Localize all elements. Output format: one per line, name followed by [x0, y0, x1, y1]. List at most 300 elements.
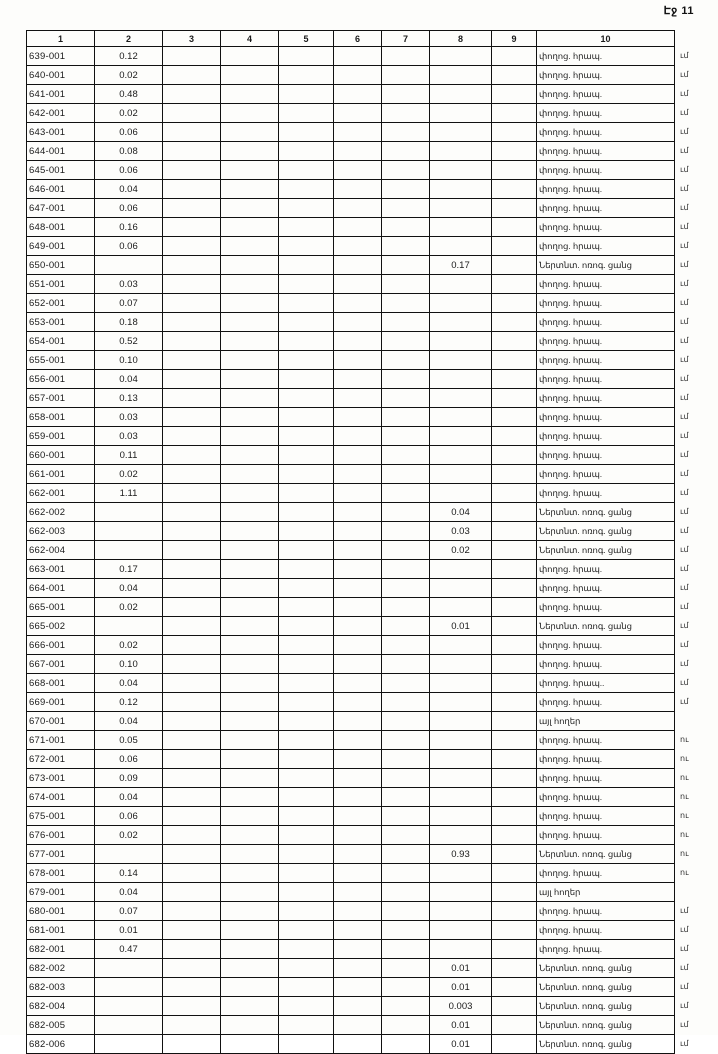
cell-value-8 [430, 864, 492, 883]
margin-note [678, 711, 714, 730]
cell-land-type: այլ հողեր [537, 712, 675, 731]
cell-value-9 [492, 693, 537, 712]
cell-value-8 [430, 294, 492, 313]
table-row [27, 655, 675, 674]
cell-value-9 [492, 123, 537, 142]
cell-value-9 [492, 1035, 537, 1054]
cell-value-7 [382, 1016, 430, 1035]
cell-value-4 [221, 237, 279, 256]
table-row [27, 142, 675, 161]
cell-value-8 [430, 598, 492, 617]
cell-value-8 [430, 579, 492, 598]
cell-value-3 [163, 997, 221, 1016]
cell-land-type: փողոց. հրապ. [537, 655, 675, 674]
cell-value-7 [382, 864, 430, 883]
cell-value-2 [95, 1016, 163, 1035]
cell-value-7 [382, 503, 430, 522]
cell-value-5 [279, 598, 334, 617]
cell-value-6 [334, 332, 382, 351]
cell-value-5 [279, 446, 334, 465]
cell-value-6 [334, 864, 382, 883]
table-row [27, 978, 675, 997]
cell-value-7 [382, 218, 430, 237]
cell-parcel-code: 677-001 [27, 845, 95, 864]
cell-value-9 [492, 85, 537, 104]
cell-value-2: 0.04 [95, 788, 163, 807]
cell-value-4 [221, 997, 279, 1016]
cell-value-8 [430, 66, 492, 85]
cell-value-6 [334, 104, 382, 123]
cell-parcel-code: 668-001 [27, 674, 95, 693]
cell-value-8 [430, 560, 492, 579]
cell-value-2 [95, 1035, 163, 1054]
cell-value-6 [334, 959, 382, 978]
cell-land-type: Ներտնտ. ոռոգ. ցանց [537, 256, 675, 275]
column-header-5: 5 [279, 31, 334, 47]
cell-parcel-code: 647-001 [27, 199, 95, 218]
cell-value-2: 0.02 [95, 598, 163, 617]
cell-value-3 [163, 294, 221, 313]
cell-value-6 [334, 389, 382, 408]
margin-note: ւմ [680, 621, 689, 630]
cell-value-8 [430, 674, 492, 693]
cell-value-3 [163, 180, 221, 199]
cell-value-8 [430, 636, 492, 655]
table-row [27, 123, 675, 142]
cell-parcel-code: 680-001 [27, 902, 95, 921]
column-header-9: 9 [492, 31, 537, 47]
cell-value-4 [221, 123, 279, 142]
cell-parcel-code: 678-001 [27, 864, 95, 883]
cell-parcel-code: 659-001 [27, 427, 95, 446]
cell-value-7 [382, 1035, 430, 1054]
cell-value-4 [221, 199, 279, 218]
cell-value-5 [279, 161, 334, 180]
cell-value-5 [279, 256, 334, 275]
cell-value-3 [163, 142, 221, 161]
cell-value-3 [163, 199, 221, 218]
table-row [27, 769, 675, 788]
margin-note: ւմ [680, 545, 689, 554]
cell-value-7 [382, 142, 430, 161]
cell-value-8 [430, 237, 492, 256]
cell-value-4 [221, 788, 279, 807]
margin-note: ու [680, 868, 689, 877]
cell-value-2: 0.04 [95, 579, 163, 598]
cell-value-8 [430, 332, 492, 351]
cell-value-7 [382, 446, 430, 465]
table-row [27, 940, 675, 959]
cell-value-9 [492, 560, 537, 579]
cell-value-6 [334, 66, 382, 85]
cell-value-8 [430, 940, 492, 959]
cell-value-4 [221, 294, 279, 313]
cell-parcel-code: 671-001 [27, 731, 95, 750]
margin-note: ւմ [680, 89, 689, 98]
cell-land-type: փողոց. հրապ. [537, 446, 675, 465]
cell-value-3 [163, 579, 221, 598]
cell-value-4 [221, 712, 279, 731]
cell-value-2: 1.11 [95, 484, 163, 503]
table-row [27, 161, 675, 180]
cell-value-9 [492, 883, 537, 902]
margin-note: ւմ [680, 1039, 689, 1048]
cell-value-6 [334, 465, 382, 484]
cell-value-4 [221, 47, 279, 66]
cell-value-3 [163, 788, 221, 807]
cell-value-2: 0.47 [95, 940, 163, 959]
cell-value-8 [430, 731, 492, 750]
cell-value-7 [382, 845, 430, 864]
cell-value-6 [334, 294, 382, 313]
cell-value-9 [492, 655, 537, 674]
table-row [27, 1035, 675, 1054]
cell-value-2 [95, 256, 163, 275]
cell-parcel-code: 682-002 [27, 959, 95, 978]
cell-land-type: փողոց. հրապ. [537, 598, 675, 617]
cell-value-5 [279, 541, 334, 560]
cell-value-8 [430, 769, 492, 788]
cell-value-3 [163, 465, 221, 484]
column-header-7: 7 [382, 31, 430, 47]
cell-value-4 [221, 655, 279, 674]
cell-value-3 [163, 66, 221, 85]
cell-value-6 [334, 978, 382, 997]
margin-note: ւմ [680, 70, 689, 79]
cell-value-4 [221, 256, 279, 275]
cell-parcel-code: 662-002 [27, 503, 95, 522]
cell-land-type: փողոց. հրապ. [537, 47, 675, 66]
cell-value-4 [221, 503, 279, 522]
cell-value-3 [163, 237, 221, 256]
cell-value-7 [382, 807, 430, 826]
table-row [27, 237, 675, 256]
cell-value-4 [221, 560, 279, 579]
cell-value-9 [492, 997, 537, 1016]
cell-value-8 [430, 902, 492, 921]
cell-value-6 [334, 769, 382, 788]
cell-land-type: փողոց. հրապ. [537, 218, 675, 237]
cell-value-9 [492, 218, 537, 237]
cell-value-9 [492, 522, 537, 541]
cell-value-4 [221, 1035, 279, 1054]
cell-value-9 [492, 674, 537, 693]
cell-value-4 [221, 902, 279, 921]
margin-note: ւմ [680, 127, 689, 136]
cell-value-7 [382, 66, 430, 85]
cell-value-4 [221, 845, 279, 864]
cell-value-3 [163, 807, 221, 826]
cell-value-7 [382, 389, 430, 408]
cell-value-3 [163, 427, 221, 446]
cell-value-3 [163, 978, 221, 997]
cell-value-8: 0.02 [430, 541, 492, 560]
cell-value-7 [382, 674, 430, 693]
table-row [27, 864, 675, 883]
cell-value-8 [430, 693, 492, 712]
cell-land-type: փողոց. հրապ. [537, 237, 675, 256]
cell-value-4 [221, 446, 279, 465]
cell-value-2 [95, 522, 163, 541]
cell-value-8: 0.01 [430, 1016, 492, 1035]
cell-value-7 [382, 617, 430, 636]
table-row [27, 389, 675, 408]
table-row [27, 902, 675, 921]
cell-value-2: 0.02 [95, 636, 163, 655]
cell-value-9 [492, 826, 537, 845]
cell-value-5 [279, 674, 334, 693]
cell-value-6 [334, 883, 382, 902]
cell-parcel-code: 653-001 [27, 313, 95, 332]
cell-value-3 [163, 313, 221, 332]
cell-value-2: 0.12 [95, 47, 163, 66]
cell-value-7 [382, 693, 430, 712]
table-row [27, 313, 675, 332]
margin-note: ւմ [680, 241, 689, 250]
table-row [27, 199, 675, 218]
cell-value-2: 0.18 [95, 313, 163, 332]
cell-value-3 [163, 541, 221, 560]
cell-land-type: փողոց. հրապ. [537, 427, 675, 446]
cell-value-9 [492, 940, 537, 959]
cell-value-8 [430, 826, 492, 845]
cell-value-2: 0.04 [95, 370, 163, 389]
margin-note: ւմ [680, 51, 689, 60]
cell-value-2: 0.10 [95, 655, 163, 674]
cell-value-2: 0.04 [95, 883, 163, 902]
cell-value-5 [279, 636, 334, 655]
cell-value-5 [279, 750, 334, 769]
cell-value-3 [163, 560, 221, 579]
table-row [27, 484, 675, 503]
cell-parcel-code: 639-001 [27, 47, 95, 66]
margin-note: ւմ [680, 450, 689, 459]
margin-note: ւմ [680, 184, 689, 193]
cell-value-2: 0.04 [95, 712, 163, 731]
cell-value-8 [430, 750, 492, 769]
cell-parcel-code: 650-001 [27, 256, 95, 275]
cell-value-3 [163, 826, 221, 845]
cell-value-6 [334, 693, 382, 712]
cell-value-6 [334, 541, 382, 560]
cell-value-7 [382, 332, 430, 351]
cell-value-5 [279, 218, 334, 237]
margin-note: ւմ [680, 317, 689, 326]
cell-parcel-code: 661-001 [27, 465, 95, 484]
table-row [27, 503, 675, 522]
cell-value-6 [334, 826, 382, 845]
column-header-4: 4 [221, 31, 279, 47]
cell-parcel-code: 676-001 [27, 826, 95, 845]
cell-value-4 [221, 826, 279, 845]
column-header-2: 2 [95, 31, 163, 47]
cell-value-3 [163, 712, 221, 731]
cell-parcel-code: 682-001 [27, 940, 95, 959]
cell-value-3 [163, 389, 221, 408]
cell-value-4 [221, 313, 279, 332]
column-header-10: 10 [537, 31, 675, 47]
cell-value-5 [279, 579, 334, 598]
cell-value-8 [430, 655, 492, 674]
cell-land-type: Ներտնտ. ոռոգ. ցանց [537, 959, 675, 978]
margin-note: ւմ [680, 564, 689, 573]
cell-value-3 [163, 85, 221, 104]
cell-value-5 [279, 997, 334, 1016]
cell-value-9 [492, 47, 537, 66]
cell-land-type: Ներտնտ. ոռոգ. ցանց [537, 1035, 675, 1054]
column-header-1: 1 [27, 31, 95, 47]
cell-value-5 [279, 199, 334, 218]
cell-value-6 [334, 674, 382, 693]
cell-land-type: փողոց. հրապ. [537, 465, 675, 484]
cell-value-5 [279, 522, 334, 541]
cell-land-type: փողոց. հրապ.. [537, 674, 675, 693]
cell-value-6 [334, 940, 382, 959]
cell-value-2 [95, 541, 163, 560]
table-row [27, 541, 675, 560]
cell-value-9 [492, 465, 537, 484]
cell-value-5 [279, 826, 334, 845]
table-row [27, 712, 675, 731]
cell-value-2: 0.11 [95, 446, 163, 465]
cell-value-4 [221, 617, 279, 636]
cell-value-6 [334, 427, 382, 446]
cell-land-type: Ներտնտ. ոռոգ. ցանց [537, 997, 675, 1016]
cell-value-9 [492, 864, 537, 883]
cell-land-type: փողոց. հրապ. [537, 807, 675, 826]
margin-note: ւմ [680, 222, 689, 231]
cell-value-7 [382, 940, 430, 959]
cell-land-type: փողոց. հրապ. [537, 370, 675, 389]
cell-value-2 [95, 959, 163, 978]
cell-value-7 [382, 883, 430, 902]
cell-land-type: փողոց. հրապ. [537, 769, 675, 788]
cell-value-2 [95, 845, 163, 864]
cell-land-type: փողոց. հրապ. [537, 408, 675, 427]
cell-land-type: փողոց. հրապ. [537, 731, 675, 750]
cell-value-7 [382, 826, 430, 845]
cell-value-5 [279, 845, 334, 864]
cell-land-type: փողոց. հրապ. [537, 636, 675, 655]
cell-value-9 [492, 427, 537, 446]
table-row [27, 465, 675, 484]
cell-land-type: Ներտնտ. ոռոգ. ցանց [537, 978, 675, 997]
margin-note: ու [680, 849, 689, 858]
cell-value-8 [430, 199, 492, 218]
cell-value-8 [430, 465, 492, 484]
cell-value-4 [221, 218, 279, 237]
margin-note: ւմ [680, 488, 689, 497]
cell-value-2: 0.12 [95, 693, 163, 712]
cell-value-6 [334, 788, 382, 807]
cell-value-5 [279, 104, 334, 123]
cell-value-4 [221, 484, 279, 503]
cell-value-5 [279, 351, 334, 370]
cell-value-4 [221, 598, 279, 617]
cell-land-type: փողոց. հրապ. [537, 864, 675, 883]
column-header-6: 6 [334, 31, 382, 47]
cell-value-3 [163, 47, 221, 66]
cell-value-4 [221, 104, 279, 123]
cell-value-5 [279, 313, 334, 332]
cell-value-8 [430, 85, 492, 104]
cell-land-type: Ներտնտ. ոռոգ. ցանց [537, 845, 675, 864]
cell-value-7 [382, 313, 430, 332]
cell-land-type: Ներտնտ. ոռոգ. ցանց [537, 522, 675, 541]
cell-value-4 [221, 275, 279, 294]
column-header-3: 3 [163, 31, 221, 47]
cell-value-7 [382, 750, 430, 769]
cell-value-7 [382, 351, 430, 370]
cell-value-4 [221, 370, 279, 389]
cell-value-4 [221, 85, 279, 104]
cell-parcel-code: 669-001 [27, 693, 95, 712]
cell-value-7 [382, 47, 430, 66]
cell-value-9 [492, 484, 537, 503]
cell-value-2: 0.05 [95, 731, 163, 750]
cell-parcel-code: 657-001 [27, 389, 95, 408]
margin-note: ւմ [680, 1001, 689, 1010]
cell-value-5 [279, 180, 334, 199]
cell-value-4 [221, 180, 279, 199]
margin-note: ւմ [680, 393, 689, 402]
cell-parcel-code: 682-004 [27, 997, 95, 1016]
cell-value-7 [382, 997, 430, 1016]
cell-parcel-code: 675-001 [27, 807, 95, 826]
cell-parcel-code: 672-001 [27, 750, 95, 769]
cell-value-4 [221, 66, 279, 85]
cell-parcel-code: 674-001 [27, 788, 95, 807]
cell-parcel-code: 652-001 [27, 294, 95, 313]
cell-value-9 [492, 731, 537, 750]
cell-value-2: 0.52 [95, 332, 163, 351]
margin-note: ւմ [680, 507, 689, 516]
margin-note: ւմ [680, 279, 689, 288]
cell-value-5 [279, 408, 334, 427]
table-row [27, 47, 675, 66]
cell-parcel-code: 660-001 [27, 446, 95, 465]
cell-value-8 [430, 807, 492, 826]
cell-value-2: 0.06 [95, 807, 163, 826]
cell-value-4 [221, 693, 279, 712]
cell-value-3 [163, 1016, 221, 1035]
table-row [27, 674, 675, 693]
cell-value-2: 0.17 [95, 560, 163, 579]
table-row [27, 788, 675, 807]
cell-value-2 [95, 617, 163, 636]
cell-value-3 [163, 769, 221, 788]
margin-note: ւմ [680, 412, 689, 421]
cell-value-9 [492, 598, 537, 617]
cell-value-2: 0.06 [95, 237, 163, 256]
cell-value-8 [430, 712, 492, 731]
cell-value-7 [382, 123, 430, 142]
cell-value-5 [279, 560, 334, 579]
cell-value-2: 0.07 [95, 294, 163, 313]
cell-value-3 [163, 522, 221, 541]
cell-parcel-code: 651-001 [27, 275, 95, 294]
cell-value-7 [382, 788, 430, 807]
cell-value-8: 0.01 [430, 978, 492, 997]
cell-value-6 [334, 503, 382, 522]
cell-value-8 [430, 921, 492, 940]
cell-value-6 [334, 446, 382, 465]
margin-note: ւմ [680, 602, 689, 611]
cell-value-3 [163, 446, 221, 465]
cell-parcel-code: 662-004 [27, 541, 95, 560]
cell-value-8 [430, 104, 492, 123]
cell-value-8 [430, 313, 492, 332]
